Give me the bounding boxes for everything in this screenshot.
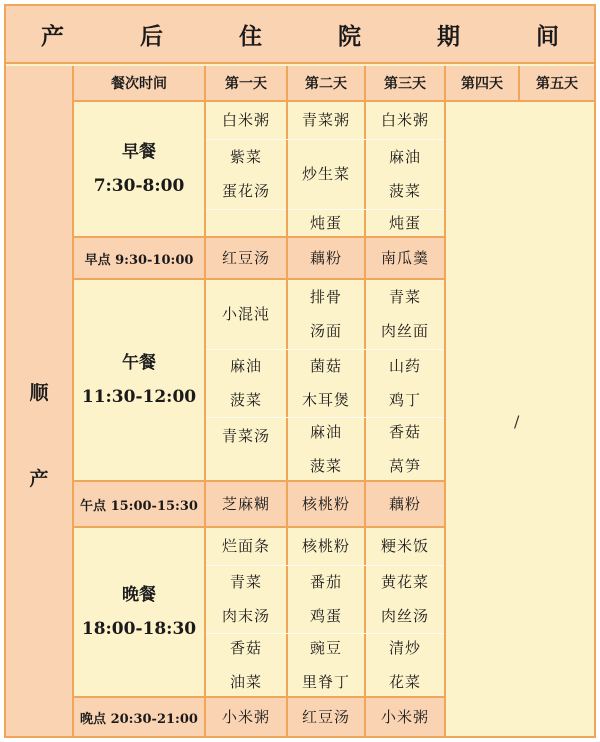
header-day-1: 第一天 bbox=[206, 66, 286, 100]
morning-snack-label: 早点 9:30-10:00 bbox=[74, 238, 204, 278]
item-divider bbox=[288, 209, 444, 210]
col-divider-1 bbox=[204, 66, 206, 736]
day3-lunch-1-line2: 肉丝面 bbox=[380, 322, 429, 340]
table-title: 产 后 住 院 期 间 bbox=[6, 6, 594, 64]
lunch-label bbox=[74, 280, 204, 480]
breakfast-name: 早餐 bbox=[122, 142, 156, 162]
header-day-2: 第二天 bbox=[288, 66, 364, 100]
day3-breakfast-3: 炖蛋 bbox=[388, 214, 421, 232]
day2-dinner-2-line2: 鸡蛋 bbox=[309, 607, 342, 625]
day3-breakfast-2-line2: 菠菜 bbox=[388, 182, 421, 200]
col-divider-3 bbox=[364, 66, 366, 736]
item-divider bbox=[206, 565, 444, 566]
day3-evening-snack: 小米粥 bbox=[380, 708, 429, 726]
day1-lunch-3: 青菜汤 bbox=[221, 427, 270, 445]
day1-lunch-2 bbox=[206, 350, 286, 416]
breakfast-label bbox=[74, 102, 204, 236]
day2-morning-snack: 藕粉 bbox=[309, 249, 342, 267]
day1-evening-snack: 小米粥 bbox=[221, 708, 270, 726]
day2-lunch-1-line2: 汤面 bbox=[309, 322, 342, 340]
col-divider-5 bbox=[518, 66, 520, 100]
day2-dinner-1: 核桃粉 bbox=[301, 537, 350, 555]
day2-lunch-3-line1: 麻油 bbox=[309, 423, 342, 441]
day2-afternoon-snack: 核桃粉 bbox=[301, 495, 350, 513]
day1-breakfast-2 bbox=[206, 140, 286, 208]
day3-lunch-3-line2: 莴笋 bbox=[388, 457, 421, 475]
header-day-3: 第三天 bbox=[366, 66, 444, 100]
day2-lunch-1-line1: 排骨 bbox=[309, 288, 342, 306]
day3-dinner-2 bbox=[366, 566, 444, 632]
day3-breakfast-1: 白米粥 bbox=[380, 111, 429, 129]
category-char-1: 顺 bbox=[29, 382, 49, 404]
day1-morning-snack: 红豆汤 bbox=[221, 249, 270, 267]
meal-plan-table bbox=[4, 4, 596, 738]
dinner-label bbox=[74, 528, 204, 696]
day3-dinner-1: 粳米饭 bbox=[380, 537, 429, 555]
day1-lunch-2-line2: 菠菜 bbox=[229, 391, 262, 409]
empty-mark: / bbox=[514, 412, 520, 431]
item-divider bbox=[206, 417, 444, 418]
col-divider-4 bbox=[444, 66, 446, 736]
day3-dinner-2-line1: 黄花菜 bbox=[380, 573, 429, 591]
day1-breakfast-2-line1: 紫菜 bbox=[229, 148, 262, 166]
header-meal-time: 餐次时间 bbox=[74, 66, 204, 100]
row-divider-lunch bbox=[74, 480, 444, 482]
row-divider-afternoon-snack bbox=[74, 526, 444, 528]
dinner-time: 18:00-18:30 bbox=[81, 619, 197, 639]
header-divider bbox=[74, 100, 594, 102]
day3-dinner-3 bbox=[366, 634, 444, 696]
day2-lunch-3-line2: 菠菜 bbox=[309, 457, 342, 475]
day2-dinner-3-line2: 里脊丁 bbox=[301, 673, 350, 691]
day1-dinner-3 bbox=[206, 634, 286, 696]
day3-breakfast-2-line1: 麻油 bbox=[388, 148, 421, 166]
day2-lunch-2-line2: 木耳煲 bbox=[301, 391, 350, 409]
day2-dinner-2 bbox=[288, 566, 364, 632]
item-divider bbox=[206, 209, 286, 210]
header-day-4: 第四天 bbox=[446, 66, 518, 100]
day3-breakfast-2 bbox=[366, 140, 444, 208]
col-divider-2 bbox=[286, 66, 288, 736]
day1-lunch-1: 小混沌 bbox=[221, 305, 270, 323]
day3-dinner-3-line2: 花菜 bbox=[388, 673, 421, 691]
day3-morning-snack: 南瓜羹 bbox=[380, 249, 429, 267]
day2-dinner-2-line1: 番茄 bbox=[309, 573, 342, 591]
day3-lunch-1-line1: 青菜 bbox=[388, 288, 421, 306]
item-divider bbox=[206, 349, 444, 350]
day3-dinner-2-line2: 肉丝汤 bbox=[380, 607, 429, 625]
day2-lunch-1 bbox=[288, 280, 364, 348]
day2-lunch-2-line1: 菌菇 bbox=[309, 357, 342, 375]
day2-lunch-2 bbox=[288, 350, 364, 416]
header-day-5: 第五天 bbox=[520, 66, 594, 100]
row-divider-breakfast bbox=[74, 236, 444, 238]
row-divider-dinner bbox=[74, 696, 444, 698]
day2-dinner-3-line1: 豌豆 bbox=[309, 639, 342, 657]
row-divider-morning-snack bbox=[74, 278, 444, 280]
afternoon-snack-label: 午点 15:00-15:30 bbox=[74, 482, 204, 526]
day2-lunch-3 bbox=[288, 418, 364, 480]
lunch-time: 11:30-12:00 bbox=[81, 387, 197, 407]
day1-lunch-2-line1: 麻油 bbox=[229, 357, 262, 375]
day1-afternoon-snack: 芝麻糊 bbox=[221, 495, 270, 513]
day3-lunch-3-line1: 香菇 bbox=[388, 423, 421, 441]
day3-lunch-2-line2: 鸡丁 bbox=[388, 391, 421, 409]
day3-afternoon-snack: 藕粉 bbox=[388, 495, 421, 513]
item-divider bbox=[206, 139, 444, 140]
item-divider bbox=[206, 633, 444, 634]
day3-dinner-3-line1: 清炒 bbox=[388, 639, 421, 657]
day3-lunch-3 bbox=[366, 418, 444, 480]
breakfast-time: 7:30-8:00 bbox=[93, 176, 185, 196]
day1-dinner-2 bbox=[206, 566, 286, 632]
day1-dinner-2-line1: 青菜 bbox=[229, 573, 262, 591]
lunch-name: 午餐 bbox=[122, 353, 156, 373]
day2-breakfast-1: 青菜粥 bbox=[301, 111, 350, 129]
day3-lunch-2-line1: 山药 bbox=[388, 357, 421, 375]
day1-breakfast-2-line2: 蛋花汤 bbox=[221, 182, 270, 200]
day1-dinner-3-line2: 油菜 bbox=[229, 673, 262, 691]
day2-dinner-3 bbox=[288, 634, 364, 696]
dinner-name: 晚餐 bbox=[122, 585, 156, 605]
category-column bbox=[6, 66, 74, 736]
day1-dinner-3-line1: 香菇 bbox=[229, 639, 262, 657]
day1-dinner-1: 烂面条 bbox=[221, 537, 270, 555]
day2-evening-snack: 红豆汤 bbox=[301, 708, 350, 726]
day1-breakfast-1: 白米粥 bbox=[221, 111, 270, 129]
day3-lunch-2 bbox=[366, 350, 444, 416]
evening-snack-label: 晚点 20:30-21:00 bbox=[74, 698, 204, 736]
day2-breakfast-3: 炖蛋 bbox=[309, 214, 342, 232]
day1-dinner-2-line2: 肉末汤 bbox=[221, 607, 270, 625]
category-char-2: 产 bbox=[29, 468, 49, 490]
day2-breakfast-2: 炒生菜 bbox=[301, 165, 350, 183]
day3-lunch-1 bbox=[366, 280, 444, 348]
